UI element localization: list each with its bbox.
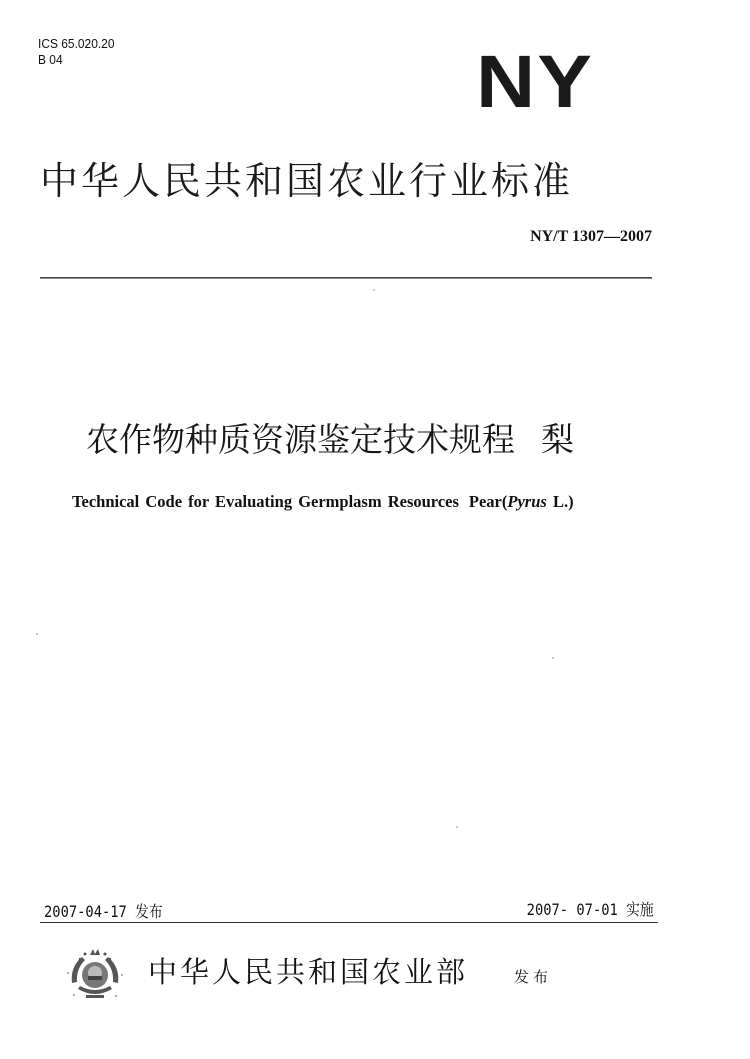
standard-type-heading: 中华人民共和国农业行业标准 <box>40 159 574 203</box>
scan-speck <box>373 289 375 291</box>
issuing-authority: 中华人民共和国农业部 <box>148 955 469 989</box>
standard-number: NY/T 1307—2007 <box>530 228 652 245</box>
title-english-subject-prefix: Pear( <box>468 492 508 511</box>
ccs-code: B 04 <box>38 52 63 67</box>
title-english-subject-suffix: L.) <box>546 492 574 511</box>
footer-divider <box>40 922 658 923</box>
title-english-main: Technical Code for Evaluating Germplasm Resources <box>72 492 459 511</box>
implementation-date: 2007- 07-01 实施 <box>527 900 654 919</box>
publish-label: 发布 <box>514 968 553 986</box>
document-title-english <box>72 492 574 512</box>
scan-speck <box>36 633 38 635</box>
scan-speck <box>552 657 554 659</box>
document-title-chinese <box>86 418 574 462</box>
title-chinese-main: 农作物种质资源鉴定技术规程 <box>86 420 515 459</box>
ny-logo: NY <box>476 41 594 124</box>
header-divider <box>40 277 652 279</box>
national-emblem-icon <box>60 945 130 1005</box>
title-english-subject-latin: Pyrus <box>507 492 547 511</box>
issue-date: 2007-04-17 发布 <box>44 902 163 921</box>
ics-code: ICS 65.020.20 <box>38 36 115 51</box>
scan-speck <box>456 826 458 828</box>
title-chinese-subject: 梨 <box>541 420 574 459</box>
